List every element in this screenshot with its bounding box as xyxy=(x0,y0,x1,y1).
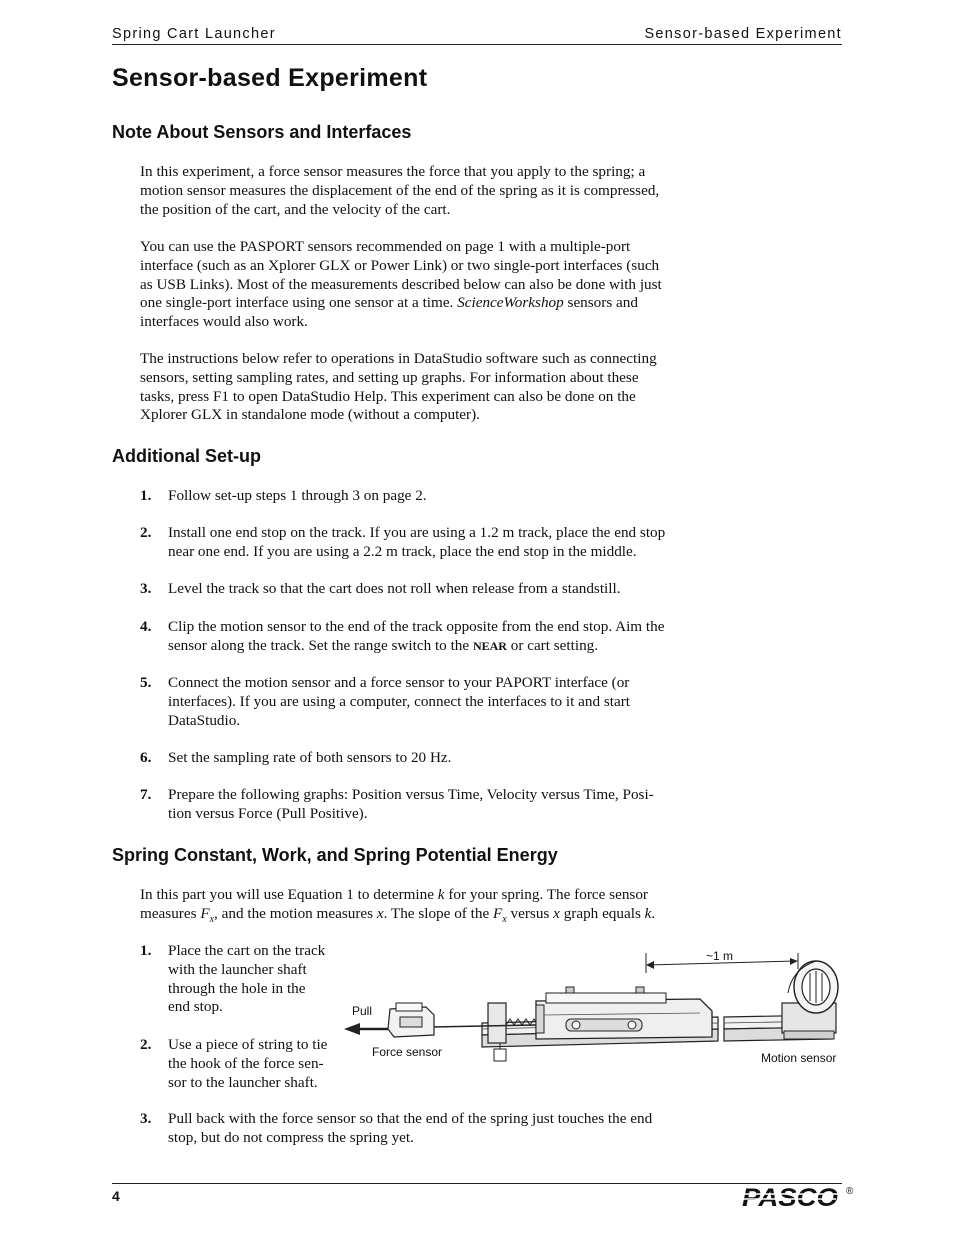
text-line xyxy=(140,905,685,930)
text-line: with the launcher shaft xyxy=(168,960,307,978)
step-number: 1. xyxy=(140,942,152,959)
symbol-subscript-x: x xyxy=(209,913,215,925)
text-run: . The slope of the xyxy=(383,904,493,922)
text-line: Clip the motion sensor to the end of the track opposite from the end stop. Aim the xyxy=(168,618,665,635)
text-line: Connect the motion sensor and a force sensor to your PAPORT interface (or xyxy=(168,674,630,691)
text-line: Prepare the following graphs: Position versus Time, Velocity versus Time, Posi- xyxy=(168,786,654,803)
sensors-paragraph-3 xyxy=(140,350,685,425)
text-run: graph equals xyxy=(559,904,645,922)
text-line: Use a piece of string to tie xyxy=(168,1036,328,1053)
text-line: end stop. xyxy=(168,998,223,1016)
setup-step-7 xyxy=(140,786,685,824)
text-line: Xplorer GLX in standalone mode (without a computer). xyxy=(140,406,480,424)
step-number: 5. xyxy=(140,674,152,691)
text-italic: ScienceWorkshop xyxy=(457,294,564,312)
step-number: 1. xyxy=(140,487,152,504)
text-line: interfaces would also work. xyxy=(140,313,308,331)
running-header xyxy=(112,26,842,45)
text-line: motion sensor measures the displacement of the end of the spring as it is compressed, xyxy=(140,181,660,199)
text-line: through the hole in the xyxy=(168,979,306,997)
text-run: versus xyxy=(506,904,554,922)
text-line: sensors, setting sampling rates, and setting up graphs. For information about these xyxy=(140,368,639,386)
spring-step-2 xyxy=(140,1036,340,1093)
symbol-subscript-x: x xyxy=(502,913,507,925)
step-number: 6. xyxy=(140,749,152,766)
heading-sensors: Note About Sensors and Interfaces xyxy=(112,122,412,142)
heading-setup: Additional Set-up xyxy=(112,446,261,466)
text-line: tion versus Force (Pull Positive). xyxy=(168,804,368,822)
step-number: 2. xyxy=(140,524,152,541)
text-line: sor to the launcher shaft. xyxy=(168,1073,318,1091)
registered-mark: ® xyxy=(846,1186,854,1197)
text-line: DataStudio. xyxy=(168,711,241,729)
symbol-F: F xyxy=(200,904,210,922)
pull-label: Pull xyxy=(352,1004,373,1018)
pasco-logo-mark xyxy=(740,1182,842,1212)
text-run: . xyxy=(651,904,656,922)
text-line: Install one end stop on the track. If you are using a 1.2 m track, place the end stop xyxy=(168,524,666,541)
text-run: sensor along the track. Set the range switch to the xyxy=(168,636,473,654)
motion-sensor-label: Motion sensor xyxy=(761,1051,837,1065)
spring-step-1 xyxy=(140,942,340,1018)
step-number: 2. xyxy=(140,1036,152,1053)
text-line: near one end. If you are using a 2.2 m track, place the end stop in the middle. xyxy=(168,542,637,560)
logo-wordmark: PASCO xyxy=(742,1184,839,1212)
text-run: In this part you will use Equation 1 to determine xyxy=(140,886,438,903)
text-line xyxy=(168,637,688,656)
force-sensor-label: Force sensor xyxy=(372,1045,443,1059)
text-line: Pull back with the force sensor so that the end of the spring just touches the end xyxy=(168,1110,653,1127)
text-line: interface (such as an Xplorer GLX or Power Link) or two single-port interfaces (such xyxy=(140,256,660,274)
text-line: interfaces). If you are using a computer, connect the interfaces to it and start xyxy=(168,692,630,710)
symbol-x: x xyxy=(376,904,384,922)
setup-step-5 xyxy=(140,674,685,731)
setup-step-6 xyxy=(140,749,685,768)
setup-step-3 xyxy=(140,580,685,599)
page-number: 4 xyxy=(112,1188,120,1204)
text-line: tasks, press F1 to open DataStudio Help. This experiment can also be done on the xyxy=(140,387,636,405)
symbol-k: k xyxy=(644,904,652,922)
text-line: In this experiment, a force sensor measures the force that you apply to the spring; a xyxy=(140,163,646,180)
text-run: one single-port interface using one sensor at a time. xyxy=(140,294,458,312)
pasco-logo xyxy=(740,1182,842,1217)
text-run: sensors and xyxy=(563,294,638,312)
text-line: as USB Links). Most of the measurements described below can also be done with just xyxy=(140,275,662,293)
text-run: measures xyxy=(140,904,201,922)
step-number: 7. xyxy=(140,786,152,803)
near-setting-label: NEAR xyxy=(472,638,507,653)
text-line: You can use the PASPORT sensors recommended on page 1 with a multiple-port xyxy=(140,238,631,255)
distance-label: ~1 m xyxy=(706,949,734,963)
text-line xyxy=(140,294,685,313)
text-line xyxy=(140,886,685,905)
spring-intro xyxy=(140,886,685,930)
text-line: The instructions below refer to operations in DataStudio software such as connecting xyxy=(140,350,657,367)
heading-spring: Spring Constant, Work, and Spring Potential Energy xyxy=(112,845,558,865)
setup-step-4 xyxy=(140,618,685,656)
text-line: Level the track so that the cart does not roll when release from a standstill. xyxy=(168,580,621,597)
text-line: Follow set-up steps 1 through 3 on page 2. xyxy=(168,487,427,504)
text-line: Place the cart on the track xyxy=(168,942,326,959)
step-number: 4. xyxy=(140,618,152,635)
symbol-k: k xyxy=(437,886,445,903)
symbol-F: F xyxy=(493,904,503,922)
header-right: Sensor-based Experiment xyxy=(644,26,842,42)
setup-step-1 xyxy=(140,487,685,506)
step-number: 3. xyxy=(140,1110,152,1127)
text-line: the hook of the force sen- xyxy=(168,1054,324,1072)
sensors-paragraph-1 xyxy=(140,163,685,219)
text-run: for your spring. The force sensor xyxy=(444,886,648,903)
step-number: 3. xyxy=(140,580,152,597)
setup-step-2 xyxy=(140,524,685,562)
spring-step-3 xyxy=(140,1110,685,1148)
page-title: Sensor-based Experiment xyxy=(112,64,428,92)
text-line: Set the sampling rate of both sensors to 20 Hz. xyxy=(168,749,452,766)
header-left: Spring Cart Launcher xyxy=(112,26,276,42)
symbol-x: x xyxy=(553,904,560,922)
text-run: , and the motion measures xyxy=(214,904,377,922)
text-line: the position of the cart, and the velocity of the cart. xyxy=(140,200,451,218)
apparatus-figure xyxy=(340,945,850,1075)
text-run: or cart setting. xyxy=(506,636,599,654)
text-line: stop, but do not compress the spring yet. xyxy=(168,1128,414,1146)
sensors-paragraph-2 xyxy=(140,238,685,332)
footer-rule xyxy=(112,1183,842,1184)
